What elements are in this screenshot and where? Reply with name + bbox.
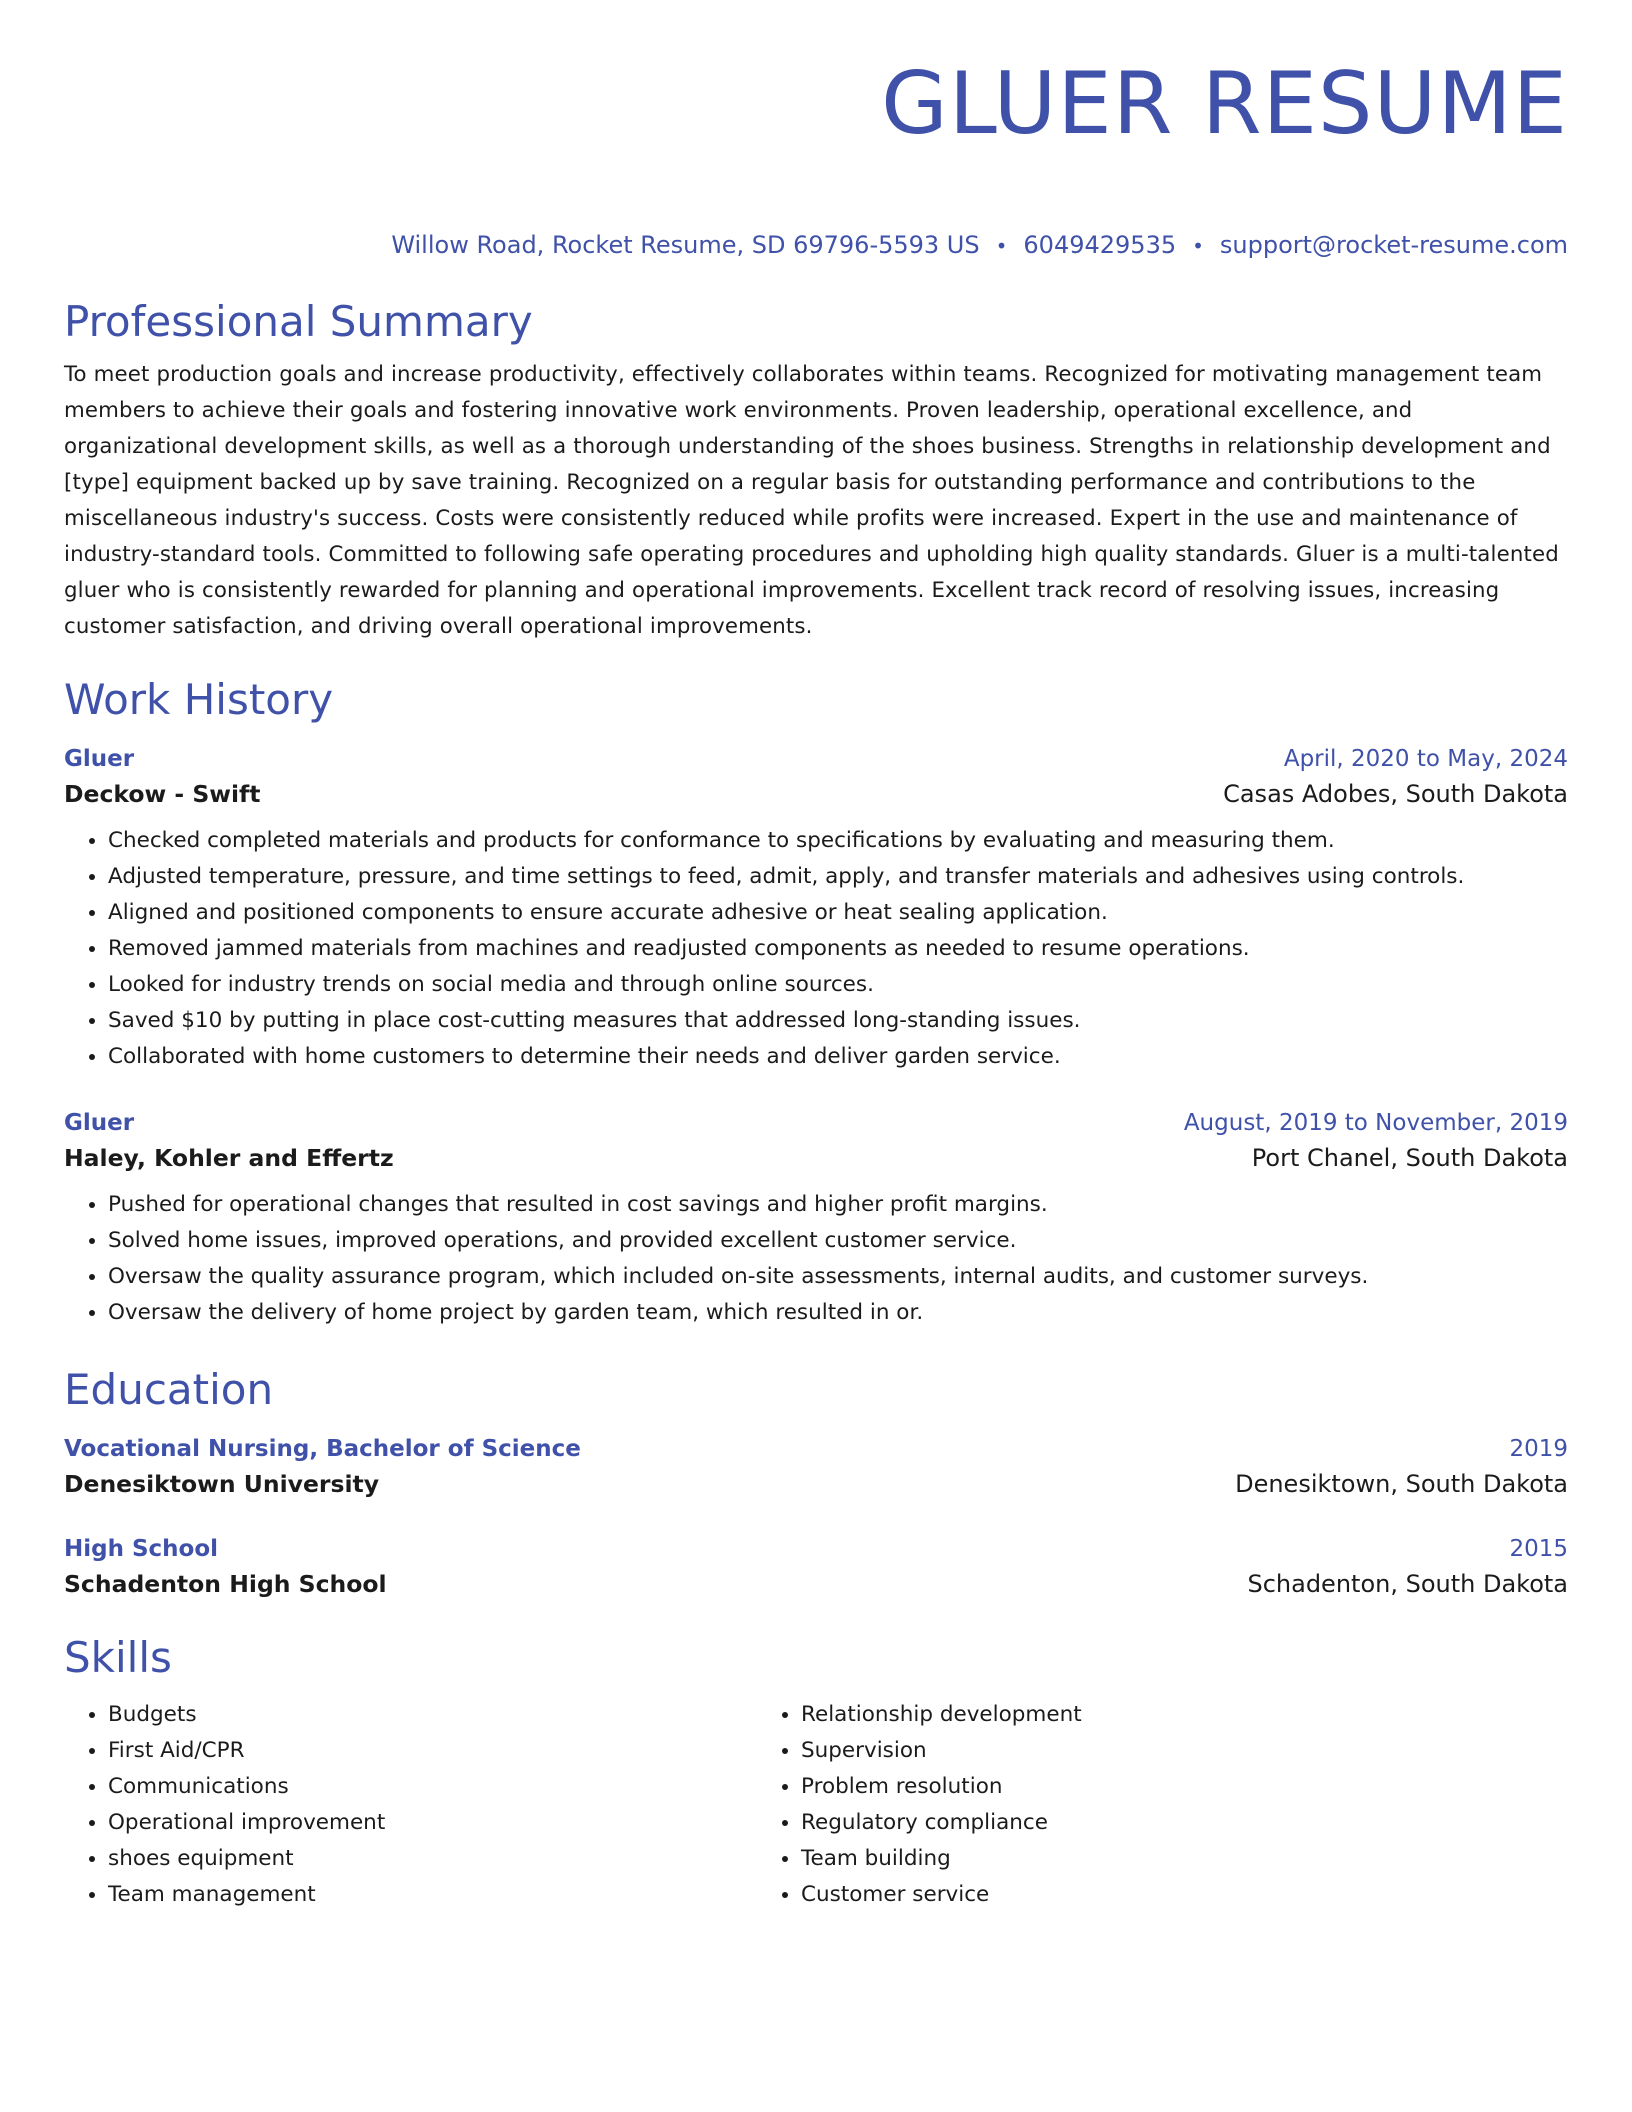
education-entry [64, 1433, 1568, 1503]
skill-item: • Team building [801, 1841, 1450, 1877]
skill-item: • Customer service [801, 1877, 1450, 1913]
education-school: Schadenton High School [64, 1570, 387, 1598]
skill-item: • Problem resolution [801, 1769, 1450, 1805]
resume-name: GLUER RESUME [881, 54, 1568, 154]
education-degree: Vocational Nursing, Bachelor of Science [64, 1436, 581, 1462]
job-bullet: • Removed jammed materials from machines and readjusted components as needed to resume operations. [108, 931, 1568, 967]
contact-line [64, 230, 1568, 261]
education-year: 2015 [1509, 1536, 1568, 1562]
education-school-row [64, 1565, 1568, 1603]
job-bullet: • Saved $10 by putting in place cost-cutting measures that addressed long-standing issues. [108, 1003, 1568, 1039]
job-company-row [64, 775, 1568, 813]
education-school-row [64, 1465, 1568, 1503]
job-header-row [64, 1107, 1568, 1139]
job-bullets [64, 823, 1568, 1075]
skill-item: • Supervision [801, 1733, 1450, 1769]
job-bullets [64, 1187, 1568, 1331]
job-company-row [64, 1139, 1568, 1177]
summary-heading: Professional Summary [64, 297, 533, 346]
job-bullet: • Collaborated with home customers to determine their needs and deliver garden service. [108, 1039, 1568, 1075]
summary-text: To meet production goals and increase productivity, effectively collaborates within teams. Recognized for motivating management team members to achieve their goals and fostering innovative work environments. Proven leadership, operational excellence, and organizational development skills, as well as a thorough understanding of the shoes business. Strengths in relationship development and [type] equipment backed up by save training. Recognized on a regular basis for outstanding performance and contributions to the miscellaneous industry's success. Costs were consistently reduced while profits were increased. Expert in the use and maintenance of industry-standard tools. Committed to following safe operating procedures and upholding high quality standards. Gluer is a multi-talented gluer who is consistently rewarded for planning and operational improvements. Excellent track record of resolving issues, increasing customer satisfaction, and driving overall operational improvements. [64, 362, 1559, 639]
skill-item: • shoes equipment [108, 1841, 757, 1877]
job-bullet: • Adjusted temperature, pressure, and time settings to feed, admit, apply, and transfer materials and adhesives using controls. [108, 859, 1568, 895]
education-degree: High School [64, 1536, 219, 1562]
education-entry [64, 1533, 1568, 1603]
skill-item: • Regulatory compliance [801, 1805, 1450, 1841]
job-company: Deckow - Swift [64, 780, 261, 808]
skill-item: • Operational improvement [108, 1805, 757, 1841]
skill-item: • Communications [108, 1769, 757, 1805]
education-school: Denesiktown University [64, 1470, 380, 1498]
job-bullet: • Checked completed materials and products for conformance to specifications by evaluating and measuring them. [108, 823, 1568, 859]
job-title: Gluer [64, 1110, 135, 1136]
education-year: 2019 [1509, 1436, 1568, 1462]
education-heading: Education [64, 1365, 274, 1414]
education-location: Schadenton, South Dakota [1247, 1570, 1568, 1598]
education-location: Denesiktown, South Dakota [1235, 1470, 1568, 1498]
education-header-row [64, 1433, 1568, 1465]
job-bullet: • Pushed for operational changes that resulted in cost savings and higher profit margins. [108, 1187, 1568, 1223]
job-entry [64, 1107, 1568, 1331]
job-bullet: • Looked for industry trends on social media and through online sources. [108, 967, 1568, 1003]
job-dates: August, 2019 to November, 2019 [1183, 1110, 1568, 1136]
job-entry [64, 743, 1568, 1075]
job-bullet: • Aligned and positioned components to ensure accurate adhesive or heat sealing application. [108, 895, 1568, 931]
contact-address: Willow Road, Rocket Resume, SD 69796-5593 US [391, 231, 980, 259]
job-company: Haley, Kohler and Effertz [64, 1144, 394, 1172]
work-history-heading: Work History [64, 675, 334, 724]
job-dates: April, 2020 to May, 2024 [1283, 746, 1568, 772]
job-location: Casas Adobes, South Dakota [1223, 780, 1568, 808]
skill-item: • First Aid/CPR [108, 1733, 757, 1769]
job-bullet: • Oversaw the delivery of home project by garden team, which resulted in or. [108, 1295, 1568, 1331]
skills-column-right [757, 1697, 1450, 1913]
job-header-row [64, 743, 1568, 775]
job-title: Gluer [64, 746, 135, 772]
skill-item: • Team management [108, 1877, 757, 1913]
job-bullet: • Oversaw the quality assurance program, which included on-site assessments, internal audits, and customer surveys. [108, 1259, 1568, 1295]
skill-item: • Budgets [108, 1697, 757, 1733]
skills-heading: Skills [64, 1633, 172, 1682]
skills-list [64, 1697, 1568, 1913]
job-location: Port Chanel, South Dakota [1251, 1144, 1568, 1172]
job-bullet: • Solved home issues, improved operations, and provided excellent customer service. [108, 1223, 1568, 1259]
contact-email[interactable]: support@rocket-resume.com [1219, 231, 1568, 259]
contact-phone[interactable]: 6049429535 [1023, 231, 1177, 259]
skill-item: • Relationship development [801, 1697, 1450, 1733]
skills-column-left [64, 1697, 757, 1913]
contact-separator: • [995, 234, 1008, 258]
education-header-row [64, 1533, 1568, 1565]
contact-separator: • [1192, 234, 1204, 258]
